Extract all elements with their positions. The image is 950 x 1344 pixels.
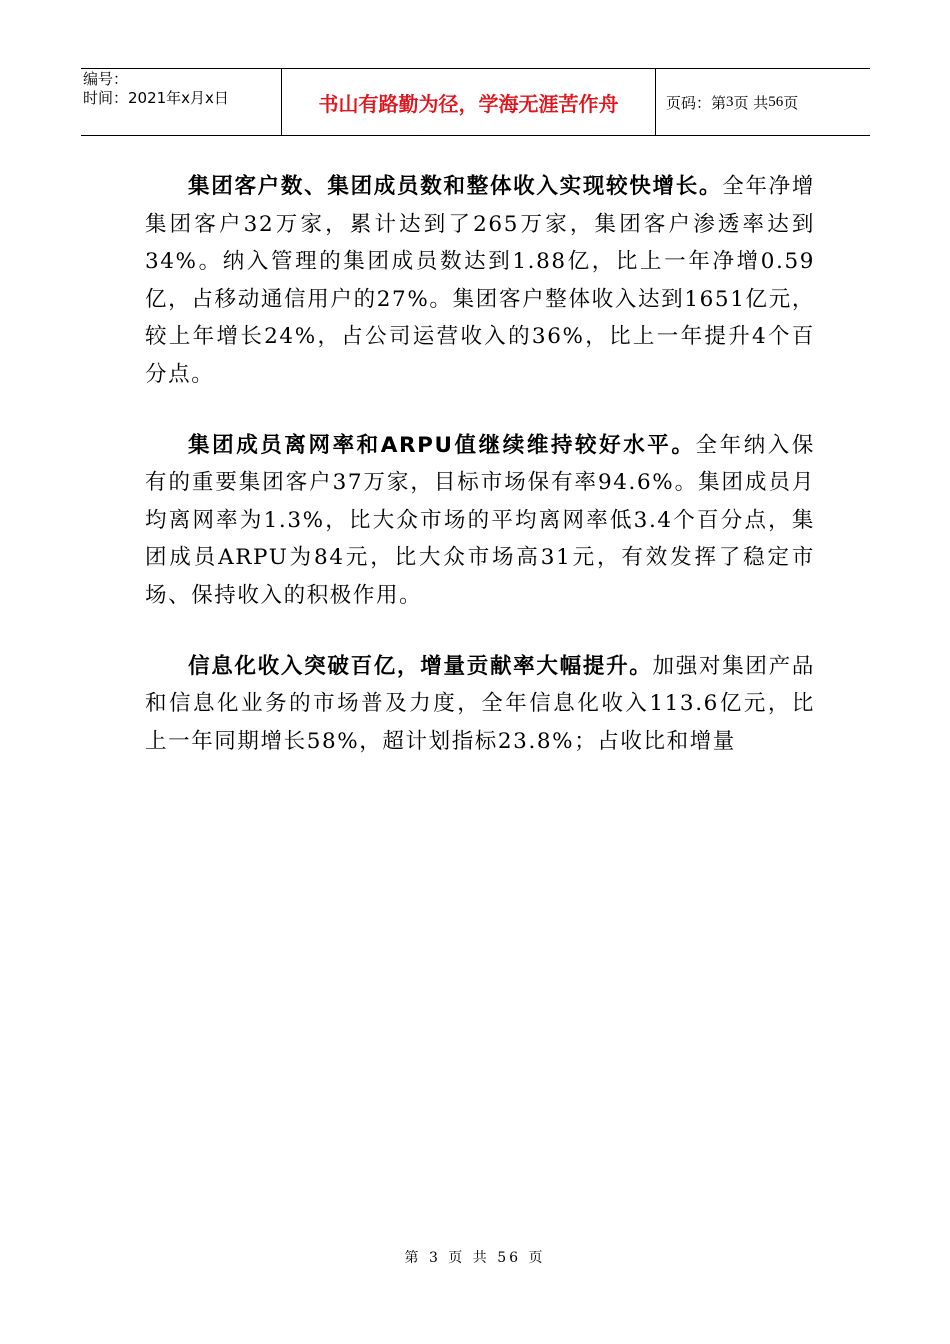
- page-label-suffix: 页: [783, 93, 799, 112]
- serial-label: 编号：: [83, 70, 129, 88]
- page-label-middle: 页 共: [733, 93, 769, 112]
- paragraph: [145, 648, 815, 761]
- date-label: 时间：2021年x月x日: [83, 89, 229, 107]
- page-label-prefix: 页码：第: [666, 93, 727, 112]
- header-meta: [81, 69, 282, 135]
- paragraph: [145, 427, 815, 615]
- paragraph-lead: 集团成员离网率和ARPU值继续维持较好水平。: [188, 432, 696, 458]
- paragraph-lead: 集团客户数、集团成员数和整体收入实现较快增长。: [188, 174, 723, 199]
- page-total: 56: [768, 93, 784, 110]
- document-body: [145, 168, 815, 793]
- paragraph-text: 加强对集团产品和信息化业务的市场普及力度，全年信息化收入113.6亿元，比上一年同期增长58%，超计划指标23.8%；占收比和增量: [145, 653, 815, 754]
- header-page-number: [656, 69, 870, 135]
- page-footer: 第 3 页 共 56 页: [404, 1250, 546, 1266]
- page-header: [81, 68, 870, 136]
- paragraph-text: 全年纳入保有的重要集团客户37万家，目标市场保有率94.6%。集团成员月均离网率为1.3%，比大众市场的平均离网率低3.4个百分点，集团成员ARPU为84元，比大众市场高31元，有效发挥了稳定市场、保持收入的积极作用。: [145, 432, 815, 608]
- header-motto: 书山有路勤为径，学海无涯苦作舟: [282, 69, 656, 135]
- paragraph-lead: 信息化收入突破百亿，增量贡献率大幅提升。: [188, 653, 653, 679]
- page-current: 3: [726, 93, 734, 110]
- paragraph-text: 全年净增集团客户32万家，累计达到了265万家，集团客户渗透率达到34%。纳入管理的集团成员数达到1.88亿，比上一年净增0.59亿，占移动通信用户的27%。集团客户整体收入达到1651亿元，较上年增长24%，占公司运营收入的36%，比上一年提升4个百分点。: [145, 174, 815, 387]
- paragraph: [145, 168, 815, 394]
